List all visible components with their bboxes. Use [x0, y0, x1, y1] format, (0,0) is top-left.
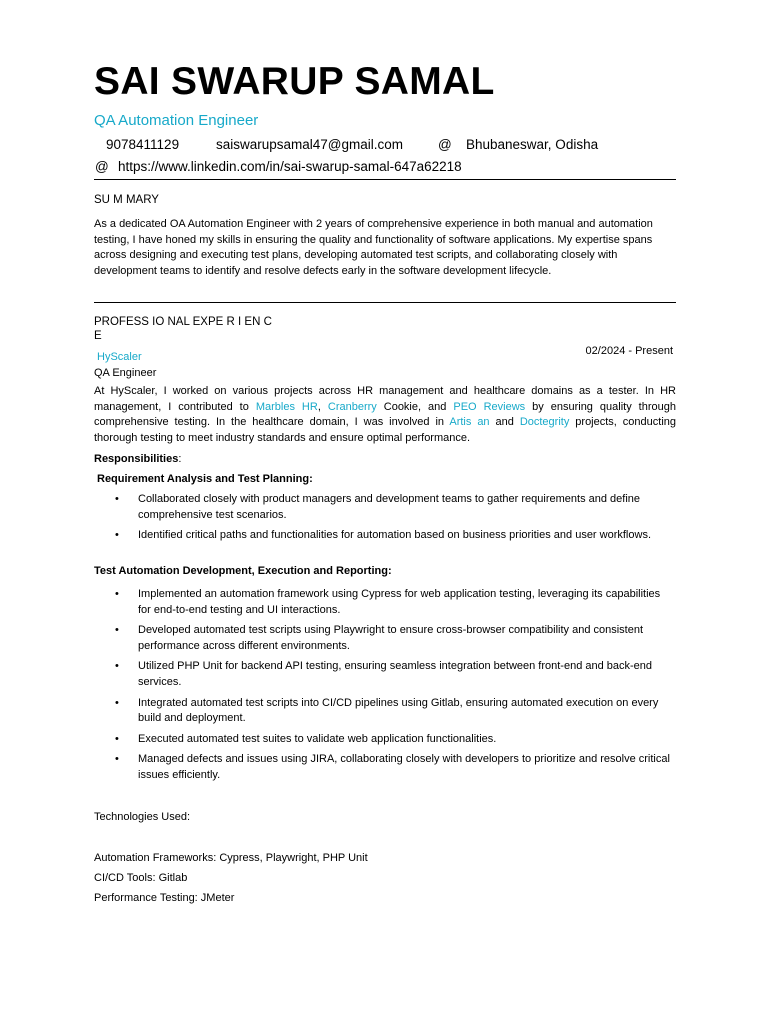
responsibilities-heading [94, 452, 181, 468]
technologies-heading: Technologies Used: [94, 811, 191, 823]
automation-heading: Test Automation Development, Execution and Reporting: [94, 565, 392, 577]
bullet-dot: • [115, 660, 119, 673]
requirement-analysis-heading: Requirement Analysis and Test Planning: [97, 473, 313, 485]
list-item [94, 659, 676, 690]
bullet-text: Executed automated test suites to validate web application functionalities. [138, 732, 497, 745]
position-title: QA Engineer [94, 367, 157, 379]
automation-bullets [94, 587, 676, 784]
list-item [94, 623, 676, 654]
intro-text-6: projects, conducting thorough testing to meet industry standards and ensure optimal performance. [94, 416, 677, 444]
list-item [94, 528, 676, 544]
experience-intro [94, 384, 676, 446]
summary-heading: SU M MARY [94, 194, 159, 206]
intro-text-4: by ensuring quality through comprehensive testing. In the healthcare domain, I was involved in [94, 400, 676, 429]
project-link-cranberry[interactable]: Cranberry [327, 400, 377, 413]
bullet-dot: • [115, 529, 119, 542]
bullet-text: Developed automated test scripts using Playwright to ensure cross-browser compatibility and consistent performance across different environments. [138, 624, 644, 652]
company-name[interactable]: HyScaler [97, 351, 142, 363]
project-link-doctegrity[interactable]: Doctegrity [519, 416, 570, 429]
experience-heading-line1: PROFESS IO NAL EXPE R I EN C [94, 316, 272, 328]
tech-cicd-tools: CI/CD Tools: Gitlab [94, 872, 188, 884]
summary-divider [94, 302, 676, 303]
employment-dates: 02/2024 - Present [585, 345, 673, 357]
bullet-text: Integrated automated test scripts into CI/CD pipelines using Gitlab, ensuring automated execution on every build and deployment. [138, 696, 659, 725]
linkedin-icon: @ [95, 159, 109, 174]
candidate-name: SAI SWARUP SAMAL [94, 60, 495, 103]
bullet-dot: • [115, 588, 119, 600]
responsibilities-colon: : [178, 453, 182, 465]
bullet-dot: • [115, 624, 119, 637]
bullet-text: Utilized PHP Unit for backend API testing, ensuring seamless integration between front-end and back-end services. [138, 660, 653, 688]
project-link-peo-reviews[interactable]: PEO Reviews [453, 400, 526, 413]
bullet-dot: • [115, 753, 119, 766]
bullet-dot: • [115, 696, 119, 709]
job-title: QA Automation Engineer [94, 112, 259, 129]
list-item [94, 732, 676, 748]
summary-text: As a dedicated OA Automation Engineer with 2 years of comprehensive experience in both manual and automation testing, I have honed my skills in ensuring the quality and functionality of software applications. My expertise spans across designing and executing test plans, developing automated test scripts, and collaborating closely with development teams to identify and resolve defects early in the software development lifecycle. [94, 218, 653, 277]
responsibilities-label: Responsibilities [94, 453, 179, 465]
tech-automation-frameworks: Automation Frameworks: Cypress, Playwright, PHP Unit [94, 852, 368, 864]
experience-heading-line2: E [94, 330, 102, 342]
intro-text-1: At HyScaler, I worked on various projects across HR management and healthcare domains as a tester. In HR management, I contributed to [94, 385, 676, 413]
project-link-artisan[interactable]: Artis an [449, 416, 490, 429]
intro-text-3: Cookie, and [376, 400, 454, 413]
location-text: Bhubaneswar, Odisha [466, 137, 599, 152]
list-item [94, 492, 676, 523]
intro-text-2: , [317, 400, 328, 413]
linkedin-url[interactable]: https://www.linkedin.com/in/sai-swarup-samal-647a62218 [118, 159, 462, 174]
bullet-text: Implemented an automation framework using Cypress for web application testing, leveraging its capabilities for end-to-end testing and UI interactions. [138, 588, 661, 616]
resume-page [94, 0, 676, 1024]
location-icon: @ [438, 137, 452, 152]
phone-number: 9078411129 [106, 137, 180, 152]
intro-text-5: and [489, 416, 520, 429]
list-item [94, 696, 676, 727]
list-item [94, 752, 676, 783]
tech-performance-testing: Performance Testing: JMeter [94, 892, 235, 904]
project-link-marbles-hr[interactable]: Marbles HR [255, 400, 318, 413]
bullet-text: Managed defects and issues using JIRA, collaborating closely with developers to prioritize and resolve critical issues efficiently. [138, 753, 670, 781]
bullet-text: Identified critical paths and functionalities for automation based on business priorities and user workflows. [138, 529, 651, 542]
bullet-dot: • [115, 493, 119, 505]
header-divider [94, 179, 676, 180]
email-address[interactable]: saiswarupsamal47@gmail.com [216, 137, 404, 152]
bullet-dot: • [115, 732, 119, 745]
list-item [94, 587, 676, 618]
requirement-bullets [94, 492, 676, 544]
bullet-text: Collaborated closely with product managers and development teams to gather requirements and define comprehensive test scenarios. [138, 493, 641, 521]
